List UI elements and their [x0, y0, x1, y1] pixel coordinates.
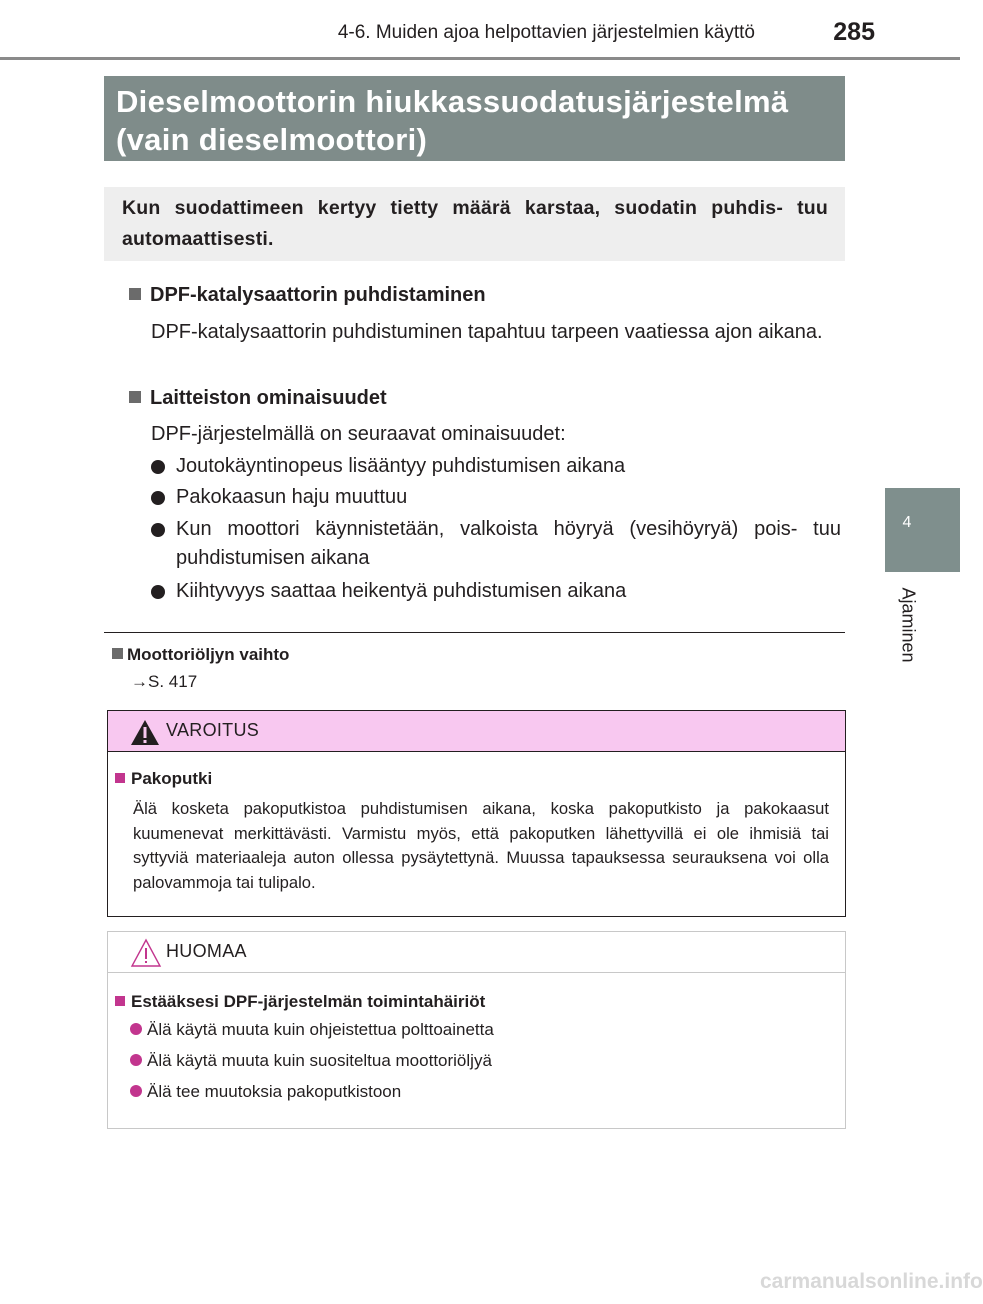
notice-header	[108, 932, 845, 973]
list-item-text: Joutokäyntinopeus lisääntyy puhdistumisen aikana	[176, 455, 626, 477]
warning-text: Älä kosketa pakoputkistoa puhdistumisen aikana, koska pakoputkisto ja pakokaasut kuumenevat merkittävästi. Varmistu myös, että pakoputken lähettyvillä ei ole ihmisiä tai syttyviä materiaaleja auton ollessa pysäytettynä. Muussa tapauksessa seurauksena voi olla palovammoja tai tulipalo.	[133, 799, 829, 892]
intro-text: Kun suodattimeen kertyy tietty määrä karstaa, suodatin puhdis- tuu automaattisesti.	[122, 197, 828, 250]
bullet-dot-icon	[130, 1054, 142, 1066]
bullet-dot-icon	[151, 460, 165, 474]
bullet-dot-icon	[151, 523, 165, 537]
chapter-label	[888, 580, 928, 670]
arrow-right-icon: →	[131, 672, 148, 691]
chapter-number: 4	[902, 514, 912, 531]
list-item-text: Kun moottori käynnistetään, valkoista höyryä (vesihöyryä) pois- tuu puhdistumisen aikana	[176, 518, 841, 569]
warning-triangle-icon	[130, 719, 160, 746]
bullet-dot-icon	[130, 1085, 142, 1097]
divider	[104, 632, 845, 633]
page-title-text	[116, 83, 841, 159]
notice-label: HUOMAA	[166, 941, 247, 961]
page-number: 285	[833, 18, 875, 46]
list-item-text: Kiihtyvyys saattaa heikentyä puhdistumisen aikana	[176, 580, 627, 602]
oil-change-heading-text: Moottoriöljyn vaihto	[127, 645, 290, 664]
square-bullet-icon	[112, 648, 123, 659]
oil-change-heading	[112, 645, 289, 665]
caution-triangle-icon	[130, 938, 162, 968]
chapter-label-text: Ajaminen	[898, 587, 919, 663]
notice-item-text: Älä tee muutoksia pakoputkistoon	[147, 1082, 402, 1101]
notice-item	[130, 1082, 401, 1102]
section-heading-text: Laitteiston ominaisuudet	[150, 387, 387, 409]
list-item	[151, 577, 841, 606]
section-header: 4-6. Muiden ajoa helpottavien järjestelmien käyttö	[337, 22, 755, 43]
page-reference	[131, 672, 197, 692]
notice-item	[130, 1020, 494, 1040]
section-heading-text: DPF-katalysaattorin puhdistaminen	[150, 284, 486, 306]
intro-box	[104, 187, 845, 261]
page-title-line2: (vain dieselmoottori)	[116, 122, 428, 157]
section-paragraph: DPF-katalysaattorin puhdistuminen tapahtuu tarpeen vaatiessa ajon aikana.	[151, 321, 823, 343]
bullet-dot-icon	[130, 1023, 142, 1035]
warning-subheading	[115, 769, 212, 789]
square-bullet-icon	[129, 288, 141, 300]
warning-header	[108, 711, 845, 752]
notice-item-text: Älä käytä muuta kuin ohjeistettua polttoainetta	[147, 1020, 494, 1039]
notice-box	[107, 931, 846, 1129]
list-item-text: Pakokaasun haju muuttuu	[176, 486, 408, 508]
warning-label: VAROITUS	[166, 720, 260, 740]
notice-subheading-text: Estääksesi DPF-järjestelmän toimintahäiriöt	[131, 992, 486, 1011]
list-item	[151, 452, 841, 481]
square-bullet-icon	[129, 391, 141, 403]
watermark: carmanualsonline.info	[760, 1270, 983, 1293]
header-rule	[0, 57, 960, 60]
section-heading	[129, 387, 387, 410]
section-paragraph: DPF-järjestelmällä on seuraavat ominaisuudet:	[151, 423, 566, 445]
bullet-dot-icon	[151, 491, 165, 505]
section-heading	[129, 284, 486, 307]
page-title-line1: Dieselmoottorin hiukkassuodatusjärjestelmä	[116, 84, 789, 119]
page-reference-text: S. 417	[148, 672, 198, 691]
bullet-dot-icon	[151, 585, 165, 599]
notice-item	[130, 1051, 492, 1071]
warning-box	[107, 710, 846, 917]
list-item	[151, 515, 841, 573]
notice-item-text: Älä käytä muuta kuin suositeltua moottoriöljyä	[147, 1051, 492, 1070]
notice-subheading	[115, 992, 485, 1012]
square-bullet-icon	[115, 996, 125, 1006]
list-item	[151, 483, 841, 512]
warning-subheading-text: Pakoputki	[131, 769, 213, 788]
page-title	[104, 76, 845, 161]
square-bullet-icon	[115, 773, 125, 783]
